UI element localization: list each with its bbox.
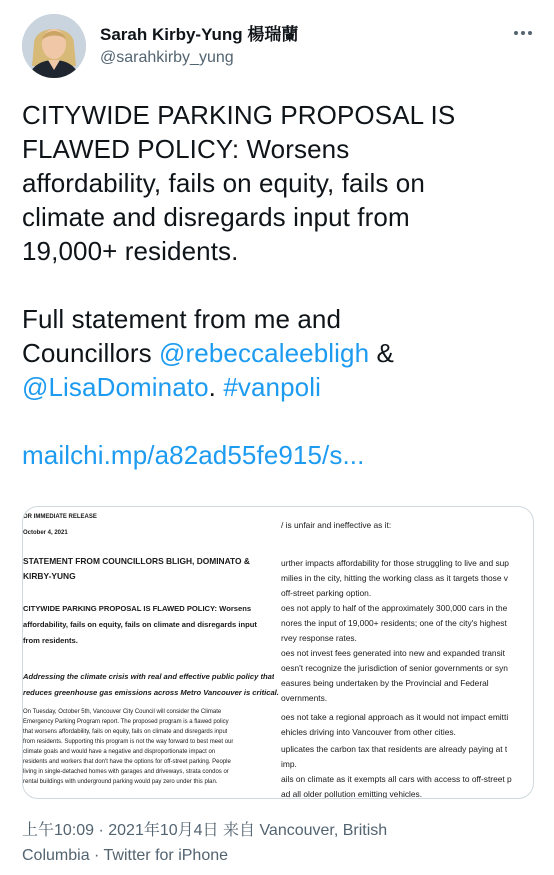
doc-text: OR IMMEDIATE RELEASE <box>23 514 97 520</box>
doc-text: October 4, 2021 <box>23 530 68 536</box>
doc-text: ehicles driving into Vancouver from other cities. <box>281 727 456 737</box>
tweet-text-segment: & <box>369 338 394 368</box>
document-image-left[interactable] <box>23 507 279 798</box>
tweet-line: FLAWED POLICY: Worsens <box>22 134 350 164</box>
doc-text: Emergency Parking Program report. The proposed program is a flawed policy <box>23 719 229 725</box>
doc-text: reduces greenhouse gas emissions across Metro Vancouver is critical. <box>23 688 279 697</box>
tweet-line <box>22 336 532 370</box>
doc-text: ad all older pollution emitting vehicles. <box>281 789 423 799</box>
tweet-line: climate and disregards input from <box>22 202 410 232</box>
doc-text: overnments. <box>281 693 328 703</box>
url-link[interactable]: mailchi.mp/a82ad55fe915/s... <box>22 440 365 470</box>
doc-text: that worsens affordability, fails on equity, fails on climate and disregards input <box>23 729 228 735</box>
doc-text: milies in the city, hitting the working class as it targets those v <box>281 573 508 583</box>
handle[interactable]: @sarahkirby_yung <box>100 49 234 66</box>
tweet-header <box>22 14 538 80</box>
timestamp-location[interactable]: 上午10:09 · 2021年10月4日 来自 Vancouver, British <box>22 822 388 839</box>
tweet-line: 19,000+ residents. <box>22 236 239 266</box>
tweet-text-segment: Councillors <box>22 338 160 368</box>
doc-text: easures being undertaken by the Provincial and Federal <box>281 678 489 688</box>
tweet-line <box>22 370 532 404</box>
tweet-line: CITYWIDE PARKING PROPOSAL IS <box>22 100 456 130</box>
doc-text: Addressing the climate crisis with real and effective public policy that <box>23 672 275 681</box>
tweet-line: Full statement from me and <box>22 304 342 334</box>
tweet-line: affordability, fails on equity, fails on <box>22 168 425 198</box>
doc-text: climate goals and would have a negative and disproportionate impact on <box>23 749 216 755</box>
author-info <box>100 24 298 69</box>
doc-text: off-street parking option. <box>281 588 372 598</box>
doc-text: residents and workers that don't have the options for off-street parking. People <box>23 759 231 765</box>
avatar[interactable] <box>22 14 86 78</box>
doc-text: urther impacts affordability for those struggling to live and sup <box>281 558 509 568</box>
doc-text: living in single-detached homes with garages and driveways, strata condos or <box>23 769 229 775</box>
source-client[interactable]: Columbia · Twitter for iPhone <box>22 847 229 864</box>
doc-text: imp. <box>281 759 297 769</box>
doc-text: affordability, fails on equity, fails on climate and disregards input <box>23 620 257 629</box>
doc-text: from residents. <box>23 636 78 645</box>
hashtag-link-vanpoli[interactable]: #vanpoli <box>223 372 321 402</box>
doc-text: nores the input of 19,000+ residents; one of the city's highest <box>281 618 507 628</box>
tweet-line <box>22 438 532 472</box>
doc-text: oes not invest fees generated into new and expanded transit <box>281 648 505 658</box>
doc-text: / is unfair and ineffective as it: <box>281 520 392 530</box>
doc-text: CITYWIDE PARKING PROPOSAL IS FLAWED POLICY: Worsens <box>23 604 252 613</box>
document-image-right[interactable] <box>281 507 533 798</box>
display-name[interactable]: Sarah Kirby-Yung 楊瑞蘭 <box>100 25 299 44</box>
doc-text: oesn't recognize the jurisdiction of senior governments or syn <box>281 663 508 673</box>
tweet-text-segment: . <box>208 372 224 402</box>
doc-text: STATEMENT FROM COUNCILLORS BLIGH, DOMINATO & <box>23 556 250 566</box>
doc-text: oes not take a regional approach as it would not impact emitti <box>281 712 509 722</box>
doc-text: from residents. Supporting this program is not the way forward to best meet our <box>23 739 234 745</box>
tweet-metadata <box>22 818 522 868</box>
more-horizontal-icon[interactable] <box>514 22 538 36</box>
doc-text: uplicates the carbon tax that residents are already paying at t <box>281 744 508 754</box>
avatar-image <box>22 14 86 78</box>
doc-text: KIRBY-YUNG <box>23 571 76 581</box>
media-attachment[interactable] <box>22 506 534 799</box>
doc-text: rental buildings with underground parking would pay zero under this plan. <box>23 779 218 785</box>
doc-text: ails on climate as it exempts all cars with access to off-street p <box>281 774 512 784</box>
doc-text: rvey response rates. <box>281 633 357 643</box>
mention-link-rebeccaleebligh[interactable]: @rebeccaleebligh <box>159 338 370 368</box>
doc-text: oes not apply to half of the approximately 300,000 cars in the <box>281 603 508 613</box>
doc-text: On Tuesday, October 5th, Vancouver City Council will consider the Climate <box>23 709 222 715</box>
tweet-text <box>22 98 532 472</box>
mention-link-lisadominato[interactable]: @LisaDominato <box>22 372 209 402</box>
